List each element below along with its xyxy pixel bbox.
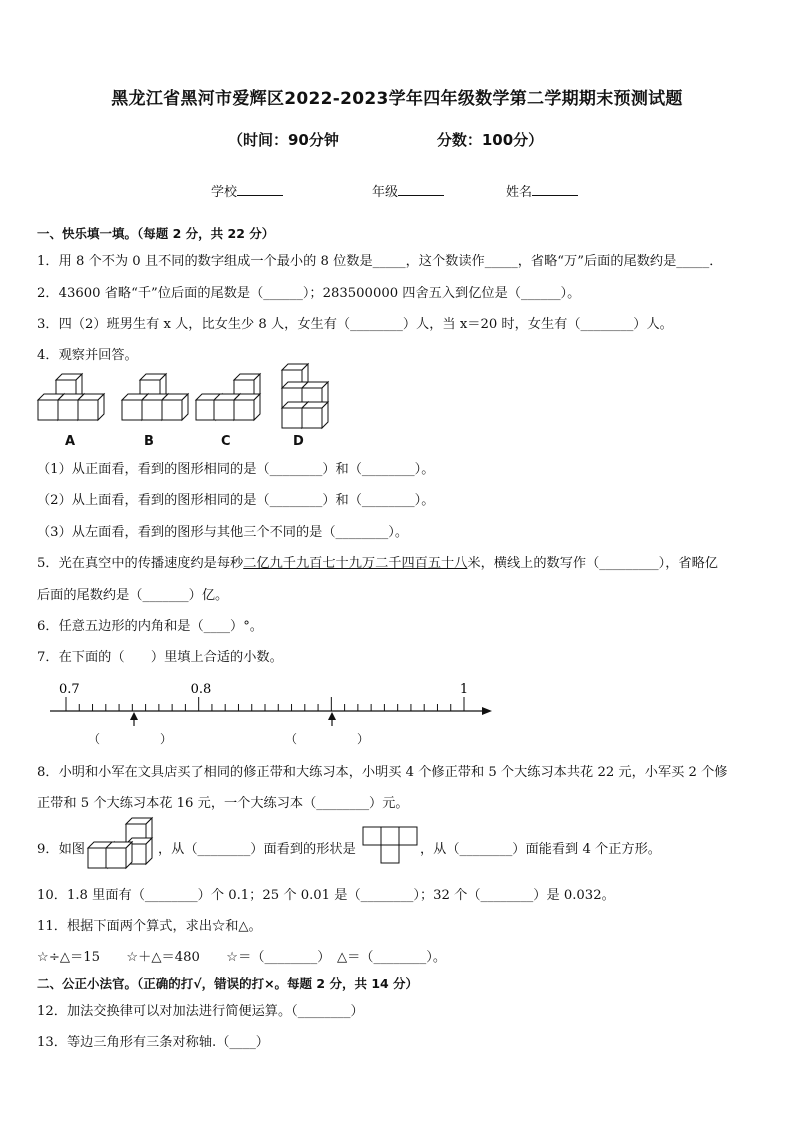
figure-label-d: D [293, 434, 304, 449]
question-7: 7．在下面的（ ）里填上合适的小数。 [37, 650, 283, 665]
name-blank[interactable] [532, 183, 578, 196]
grade-field [372, 181, 444, 200]
figure-a [38, 374, 104, 420]
question-8: 8．小明和小军在文具店买了相同的修正带和大练习本，小明买 4 个修正带和 5 个大练习本共花 22 元，小军买 2 个修 [37, 765, 728, 780]
answer-paren-2[interactable]: （ ） [285, 732, 370, 746]
question-1: 1．用 8 个不为 0 且不同的数字组成一个最小的 8 位数是_____，这个数读作_____，省略“万”后面的尾数约是_____． [37, 254, 723, 269]
figure-label-c: C [221, 434, 231, 449]
figure-label-b: B [144, 434, 154, 449]
school-blank[interactable] [237, 183, 283, 196]
question-8-line2: 正带和 5 个大练习本花 16 元，一个大练习本（________）元。 [37, 796, 409, 811]
q9-view-shape [362, 826, 418, 864]
tick-label-1: 1 [459, 682, 469, 697]
tick-label-0-7: 0.7 [59, 682, 80, 697]
question-6: 6．任意五边形的内角和是（____）°。 [37, 619, 263, 634]
question-13: 13．等边三角形有三条对称轴.（____） [37, 1035, 269, 1050]
name-label: 姓名 [506, 185, 533, 200]
pointer-arrow-1 [130, 712, 138, 726]
question-5-line2: 后面的尾数约是（_______）亿。 [37, 588, 229, 603]
question-4-1: （1）从正面看，看到的图形相同的是（________）和（________）。 [37, 462, 435, 477]
figure-b [122, 374, 188, 420]
exam-score: 分数：100分） [436, 131, 544, 149]
grade-label: 年级 [372, 185, 399, 200]
question-10: 10．1.8 里面有（________）个 0.1；25 个 0.01 是（________）；32 个（________）是 0.032。 [37, 888, 615, 903]
question-9-c: ，从（________）面能看到 4 个正方形。 [420, 842, 661, 857]
question-5-underlined: 二亿九千九百七十九万二千四百五十八 [243, 556, 468, 571]
school-field [211, 181, 283, 200]
number-line-arrowhead [482, 707, 492, 715]
school-label: 学校 [211, 185, 238, 200]
cube-figures [36, 368, 336, 430]
section-1-heading: 一、快乐填一填。（每题 2 分，共 22 分） [37, 226, 275, 241]
grade-blank[interactable] [398, 183, 444, 196]
question-5 [37, 552, 718, 571]
number-line-ticks [66, 697, 464, 711]
question-9-a: 9．如图 [37, 842, 85, 857]
exam-meta [228, 129, 543, 150]
figure-label-a: A [65, 434, 76, 449]
figure-d [282, 364, 328, 428]
pointer-arrow-2 [328, 712, 336, 726]
question-11-equations: ☆÷△＝15 ☆＋△＝480 ☆＝（________） △＝（________）。 [37, 950, 447, 965]
name-field [506, 181, 578, 200]
question-4-3: （3）从左面看，看到的图形与其他三个不同的是（________）。 [37, 525, 409, 540]
question-5-prefix: 5．光在真空中的传播速度约是每秒 [37, 556, 244, 571]
question-5-suffix: 米，横线上的数写作（_________），省略亿 [467, 556, 718, 571]
exam-time: （时间：90分钟 [228, 131, 339, 149]
answer-paren-1[interactable]: （ ） [88, 732, 173, 746]
q9-cube-figure [86, 818, 156, 868]
figure-c [196, 374, 260, 420]
tick-label-0-8: 0.8 [190, 682, 212, 697]
question-3: 3．四（2）班男生有 x 人，比女生少 8 人，女生有（________）人，当 x＝20 时，女生有（________）人。 [37, 317, 673, 332]
question-12: 12．加法交换律可以对加法进行简便运算。（________） [37, 1004, 364, 1019]
section-2-heading: 二、公正小法官。（正确的打√，错误的打×。每题 2 分，共 14 分） [37, 976, 419, 991]
question-4: 4．观察并回答。 [37, 348, 138, 363]
question-4-2: （2）从上面看，看到的图形相同的是（________）和（________）。 [37, 493, 435, 508]
question-9-b: ，从（________）面看到的形状是 [158, 842, 356, 857]
question-2: 2．43600 省略“千”位后面的尾数是（______）；283500000 四舍五入到亿位是（______）。 [37, 286, 581, 301]
question-11: 11．根据下面两个算式，求出☆和△。 [37, 919, 262, 934]
page-title: 黑龙江省黑河市爱辉区2022-2023学年四年级数学第二学期期末预测试题 [111, 89, 683, 109]
